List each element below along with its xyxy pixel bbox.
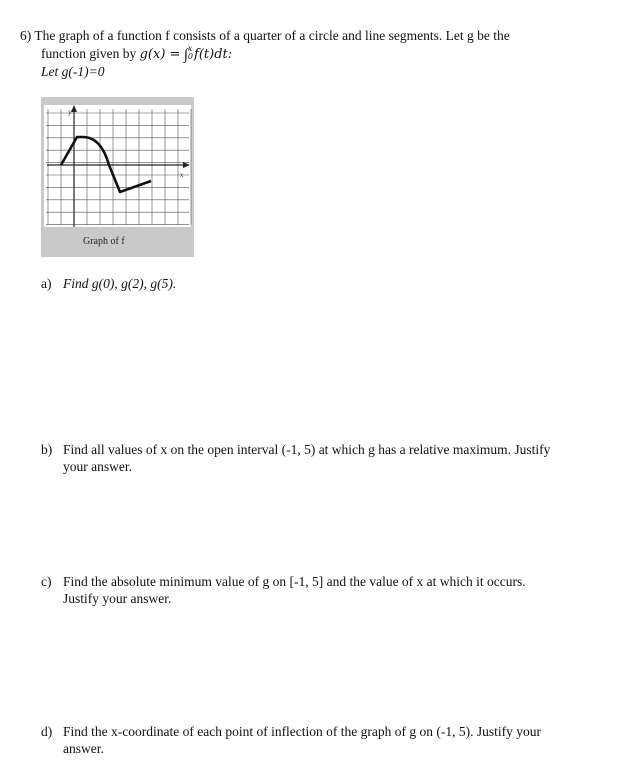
part-b-label: b) [41, 442, 53, 457]
upper-limit: x [187, 43, 193, 53]
problem-line-1 [20, 28, 510, 44]
part-b-text-line-1: Find all values of x on the open interval (-1, 5) at which g has a relative maximum. Justify [63, 442, 551, 457]
integral-sign: ∫ [183, 47, 188, 63]
y-axis-label: y [68, 109, 72, 116]
part-b-text-line-2: your answer. [63, 459, 132, 474]
grid-paper [44, 105, 191, 227]
lower-limit: 0 [187, 51, 194, 61]
part-c-text-line-2: Justify your answer. [63, 591, 172, 606]
graph-photo [41, 97, 194, 257]
x-axis-label: x [180, 172, 184, 179]
graph-of-f-figure [41, 97, 194, 257]
part-d-label: d) [41, 724, 53, 739]
part-c-text-line-1: Find the absolute minimum value of g on [-1, 5] and the value of x at which it occurs. [63, 574, 526, 589]
figure-caption: Graph of f [83, 236, 125, 247]
problem-line-2 [41, 43, 233, 63]
part-a-label: a) [41, 276, 52, 291]
part-d-text-line-2: answer. [63, 741, 104, 756]
integrand: f(t)dt: [194, 47, 233, 62]
part-c-label: c) [41, 574, 52, 589]
g-of-x: g(x) = [139, 47, 181, 62]
initial-condition: Let g(-1)=0 [41, 64, 105, 79]
problem-intro-text: The graph of a function f consists of a quarter of a circle and line segments. Let g be the [34, 28, 510, 43]
part-d-text-line-1: Find the x-coordinate of each point of inflection of the graph of g on (-1, 5). Justify your [63, 724, 542, 739]
function-given-by-text: function given by [41, 46, 137, 61]
problem-number: 6) [20, 28, 32, 43]
integral-limits [188, 45, 193, 61]
part-a-text: Find g(0), g(2), g(5). [63, 276, 177, 291]
